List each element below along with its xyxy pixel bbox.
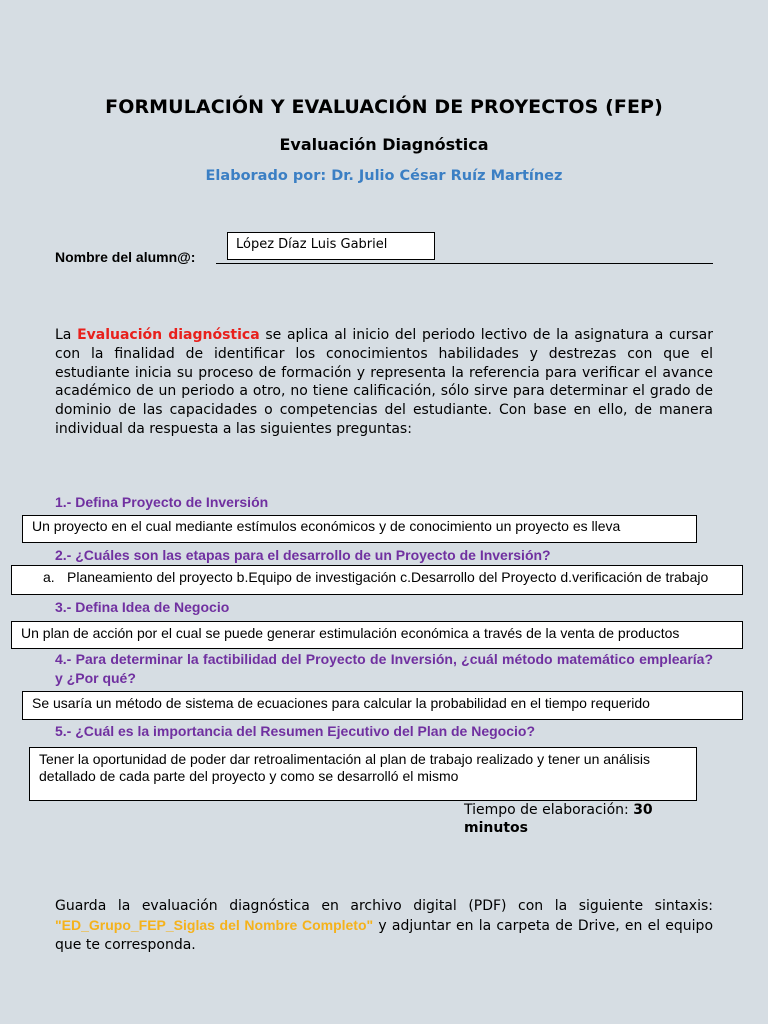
- question-5: 5.- ¿Cuál es la importancia del Resumen Ejecutivo del Plan de Negocio?: [55, 723, 536, 739]
- document-subtitle: Evaluación Diagnóstica: [279, 135, 489, 154]
- filename-syntax: "ED_Grupo_FEP_Siglas del Nombre Completo": [55, 916, 374, 933]
- student-name-field[interactable]: López Díaz Luis Gabriel: [227, 232, 435, 260]
- time-label: Tiempo de elaboración:: [464, 802, 634, 818]
- document-title: FORMULACIÓN Y EVALUACIÓN DE PROYECTOS (FEP): [105, 96, 663, 118]
- intro-prefix: La: [55, 327, 78, 343]
- student-name-underline: [216, 263, 713, 264]
- footer-prefix: Guarda la evaluación diagnóstica en archivo digital (PDF) con la siguiente sintaxis:: [55, 898, 713, 914]
- time-value: 30 minutos: [464, 802, 653, 836]
- author-line: Elaborado por: Dr. Julio César Ruíz Martínez: [205, 168, 563, 184]
- question-2: 2.- ¿Cuáles son las etapas para el desarrollo de un Proyecto de Inversión?: [55, 547, 551, 563]
- answer-5-field[interactable]: Tener la oportunidad de poder dar retroalimentación al plan de trabajo realizado y tener un análisis detallado de cada parte del proyecto y como se desarrolló el mismo: [29, 747, 697, 801]
- intro-body: se aplica al inicio del periodo lectivo de la asignatura a cursar con la finalidad de identificar los conocimientos habilidades y destrezas con que el estudiante inicia su proceso de formación y representa la referencia para verificar el avance académico de un periodo a otro, no tiene calificación, sólo sirve para determinar el grado de dominio de las capacidades o competencias del estudiante. Con base en ello, de manera individual da respuesta a las siguientes preguntas:: [55, 327, 713, 437]
- question-3: 3.- Defina Idea de Negocio: [55, 599, 230, 615]
- footer-suffix: y adjuntar en la carpeta de Drive, en el equipo que te corresponda.: [55, 917, 714, 953]
- answer-2-field[interactable]: [11, 565, 743, 595]
- intro-paragraph: [55, 326, 713, 439]
- answer-4-field[interactable]: Se usaría un método de sistema de ecuaciones para calcular la probabilidad en el tiempo requerido: [22, 691, 743, 720]
- answer-2-text: Planeamiento del proyecto b.Equipo de investigación c.Desarrollo del Proyecto d.verificación de trabajo: [67, 569, 709, 585]
- submission-instructions: [55, 897, 713, 954]
- answer-1-field[interactable]: Un proyecto en el cual mediante estímulos económicos y de conocimiento un proyecto es lleva: [22, 515, 697, 543]
- question-1: 1.- Defina Proyecto de Inversión: [55, 494, 269, 510]
- student-name-label: Nombre del alumn@:: [55, 249, 196, 265]
- intro-highlight: Evaluación diagnóstica: [77, 327, 260, 343]
- time-allotted: [464, 801, 714, 837]
- question-4: 4.- Para determinar la factibilidad del Proyecto de Inversión, ¿cuál método matemático emplearía? y ¿Por qué?: [55, 651, 713, 686]
- answer-3-field[interactable]: Un plan de acción por el cual se puede generar estimulación económica a través de la venta de productos: [11, 621, 743, 649]
- answer-2-marker: a.: [43, 569, 55, 585]
